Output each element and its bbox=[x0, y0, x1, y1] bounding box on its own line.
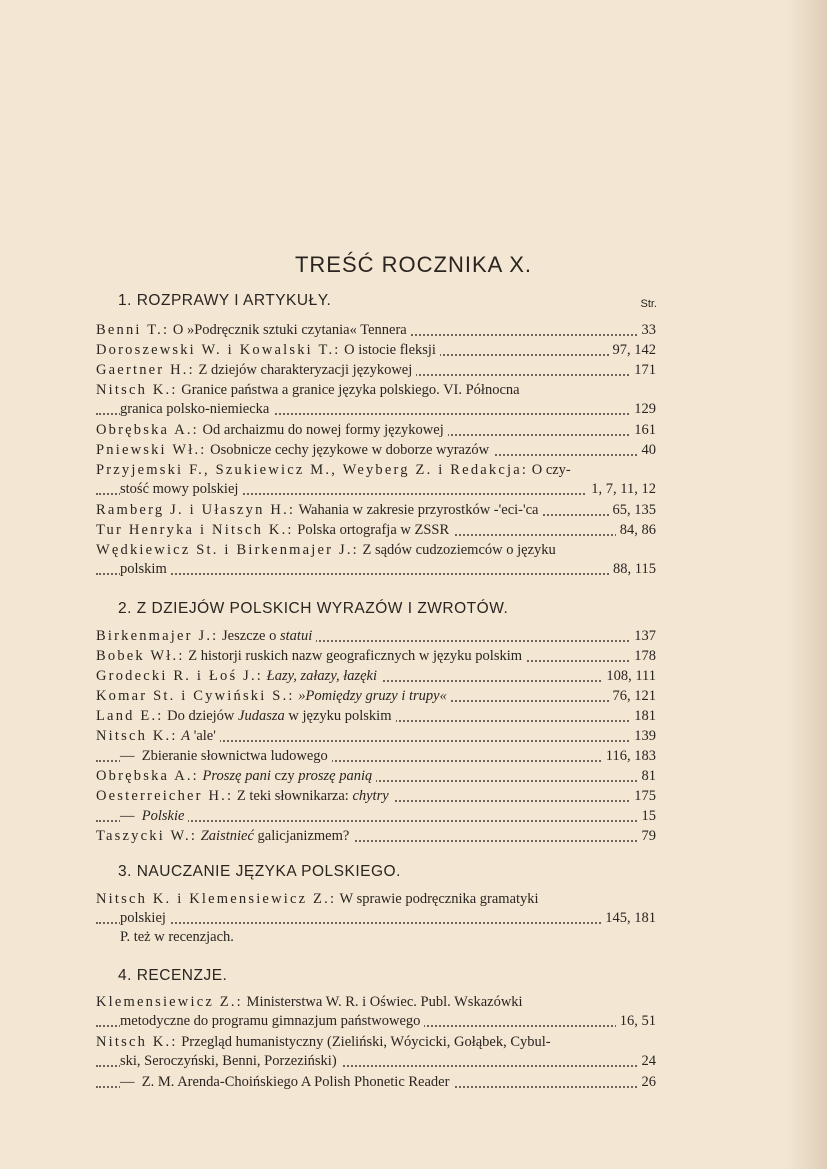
page-title: TREŚĆ ROCZNIKA X. bbox=[294, 252, 533, 277]
toc-entry: Ramberg J. i Ułaszyn H.: Wahania w zakresie przyrostków -'eci-'ca 65, 135 bbox=[96, 502, 656, 518]
toc-entry: Nitsch K. i Klemensiewicz Z.: W sprawie podręcznika gramatyki polskiej 145, 181 P. też w recenzjach. bbox=[96, 891, 656, 945]
section-heading-1: 1. ROZPRAWY I ARTYKUŁY. bbox=[118, 292, 332, 309]
toc-entry: Land E.: Do dziejów Judasza w języku polskim 181 bbox=[96, 708, 656, 724]
toc-entry: Nitsch K.: Granice państwa a granice języka polskiego. VI. Północna granica polsko-niemiecka 129 bbox=[96, 382, 656, 417]
toc-entry: Pniewski Wł.: Osobnicze cechy językowe w doborze wyrazów 40 bbox=[96, 442, 656, 458]
toc-entry: Obrębska A.: Proszę pani czy proszę panią 81 bbox=[96, 768, 656, 784]
page-column-label: Str. bbox=[640, 298, 657, 310]
toc-entry: Tur Henryka i Nitsch K.: Polska ortografja w ZSSR 84, 86 bbox=[96, 522, 656, 538]
toc-entry: Obrębska A.: Od archaizmu do nowej formy językowej 161 bbox=[96, 422, 656, 438]
section-heading-4: 4. RECENZJE. bbox=[118, 967, 228, 984]
section-heading-2: 2. Z DZIEJÓW POLSKICH WYRAZÓW I ZWROTÓW. bbox=[118, 600, 509, 617]
toc-entry: Komar St. i Cywiński S.: »Pomiędzy gruzy i trupy« 76, 121 bbox=[96, 688, 656, 704]
section-heading-3: 3. NAUCZANIE JĘZYKA POLSKIEGO. bbox=[118, 863, 401, 880]
page-spine-shadow bbox=[787, 0, 827, 1169]
toc-entry: Birkenmajer J.: Jeszcze o statui 137 bbox=[96, 628, 656, 644]
toc-entry: Nitsch K.: Przegląd humanistyczny (Zieliński, Wóycicki, Gołąbek, Cybul- ski, Seroczyński, Benni, Porzeziński) 24 bbox=[96, 1034, 656, 1069]
toc-entry: Grodecki R. i Łoś J.: Łazy, załazy, łazęki 108, 111 bbox=[96, 668, 656, 684]
toc-entry: — Polskie 15 bbox=[96, 807, 656, 826]
toc-entry: Przyjemski F., Szukiewicz M., Weyberg Z. i Redakcja: O czy- stość mowy polskiej 1, 7, 11, 12 bbox=[96, 462, 656, 497]
toc-entry: Taszycki W.: Zaistnieć galicjanizmem? 79 bbox=[96, 828, 656, 844]
toc-entry: — Zbieranie słownictwa ludowego 116, 183 bbox=[96, 747, 656, 766]
toc-entry: Benni T.: O »Podręcznik sztuki czytania« Tennera 33 bbox=[96, 322, 656, 338]
toc-entry: Wędkiewicz St. i Birkenmajer J.: Z sądów cudzoziemców o języku polskim 88, 115 bbox=[96, 542, 656, 577]
toc-entry: Gaertner H.: Z dziejów charakteryzacji językowej 171 bbox=[96, 362, 656, 378]
toc-entry: Doroszewski W. i Kowalski T.: O istocie fleksji 97, 142 bbox=[96, 342, 656, 358]
toc-entry: Klemensiewicz Z.: Ministerstwa W. R. i Oświec. Publ. Wskazówki metodyczne do programu gimnazjum państwowego 16, 51 bbox=[96, 994, 656, 1029]
toc-entry: Oesterreicher H.: Z teki słownikarza: chytry 175 bbox=[96, 788, 656, 804]
toc-entry: Nitsch K.: A 'ale' 139 bbox=[96, 728, 656, 744]
toc-entry: Bobek Wł.: Z historji ruskich nazw geograficznych w języku polskim 178 bbox=[96, 648, 656, 664]
toc-entry: — Z. M. Arenda-Choińskiego A Polish Phonetic Reader 26 bbox=[96, 1073, 656, 1092]
